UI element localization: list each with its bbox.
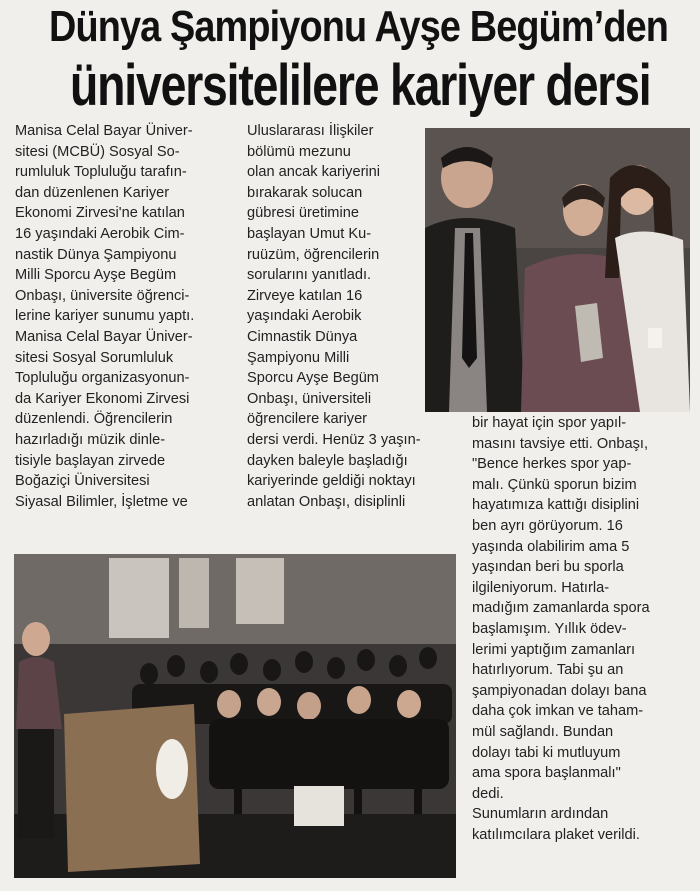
text-line: bir hayat için spor yapıl- — [472, 415, 627, 431]
text-line: ben ayrı görüyorum. 16 — [472, 517, 623, 534]
text-line: olan ancak kariyerini — [247, 164, 381, 181]
text-line: dersi verdi. Henüz 3 yaşın- — [247, 431, 421, 448]
text-line: Ekonomi Zirvesi'ne katılan — [15, 205, 185, 222]
text-line: yaşından beri bu sporla — [472, 559, 624, 576]
text-line: tisiyle başlayan zirvede — [15, 452, 166, 469]
text-line: dan düzenlenen Kariyer — [15, 184, 170, 201]
text-line: 16 yaşındaki Aerobik Cim- — [15, 225, 185, 242]
conference-photo-illustration — [14, 554, 456, 878]
text-line: Milli Sporcu Ayşe Begüm — [15, 267, 177, 284]
text-line: katılımcılara plaket verildi. — [472, 826, 640, 843]
white-box — [294, 786, 344, 826]
photo-conference-audience — [14, 554, 456, 878]
text-line: lerine kariyer sunumu yaptı. — [15, 308, 195, 325]
text-line: başlayan Umut Ku- — [247, 225, 372, 242]
article-column-2 — [247, 121, 421, 512]
headline-line-2: üniversitelilere kariyer dersi — [70, 53, 651, 118]
text-line: öğrencilere kariyer — [247, 411, 368, 428]
text-line: Sporcu Ayşe Begüm — [247, 370, 379, 387]
text-line: düzenlendi. Öğrencilerin — [15, 411, 173, 428]
text-line: hatırlıyorum. Tabi şu an — [472, 662, 624, 679]
banner-left — [109, 558, 169, 638]
text-line: hazırladığı müzik dinle- — [15, 431, 166, 448]
text-line: ruüzüm, öğrencilerin — [247, 246, 380, 263]
text-line: yaşındaki Aerobik — [247, 308, 362, 325]
text-line: ilgileniyorum. Hatırla- — [472, 579, 610, 596]
text-line: ama spora başlanmalı" — [472, 765, 621, 782]
text-line: daha çok imkan ve taham- — [472, 703, 644, 720]
text-line: Boğaziçi Üniversitesi — [15, 473, 150, 490]
text-line: mül sağlandı. Bundan — [472, 723, 614, 740]
headline-line-1: Dünya Şampiyonu Ayşe Begüm’den — [49, 2, 669, 51]
text-line: Manisa Celal Bayar Üniver- — [15, 123, 193, 139]
text-line: rumluluk Topluluğu tarafın- — [15, 164, 187, 181]
text-line: dedi. — [472, 785, 504, 802]
text-line: sitesi Sosyal Sorumluluk — [15, 349, 174, 366]
text-line: Onbaşı, üniversite öğrenci- — [15, 287, 190, 304]
lectern-logo — [156, 739, 188, 799]
text-line: başlamışım. Yıllık ödev- — [472, 620, 627, 637]
text-line: Zirveye katılan 16 — [247, 287, 363, 304]
text-line: şampiyonadan dolayı bana — [472, 682, 647, 699]
text-line: Sunumların ardından — [472, 806, 609, 823]
text-line: Şampiyonu Milli — [247, 349, 350, 366]
text-line: da Kariyer Ekonomi Zirvesi — [15, 390, 190, 407]
award-photo-illustration — [425, 128, 690, 412]
text-line: "Bence herkes spor yap- — [472, 456, 632, 473]
text-line: lerimi yaptığım zamanları — [472, 641, 636, 658]
banner-right — [236, 558, 284, 624]
text-line: madığım zamanlarda spora — [472, 600, 650, 617]
text-line: anlatan Onbaşı, disiplinli — [247, 493, 406, 510]
text-line: Onbaşı, üniversiteli — [247, 390, 372, 407]
text-line: Manisa Celal Bayar Üniver- — [15, 328, 193, 345]
text-line: dolayı tabi ki mutluyum — [472, 744, 621, 761]
article-column-1 — [15, 121, 230, 512]
text-line: yaşında olabilirim ama 5 — [472, 538, 630, 555]
text-line: nastik Dünya Şampiyonu — [15, 246, 177, 263]
text-line: Cimnastik Dünya — [247, 328, 358, 345]
text-line: masını tavsiye etti. Onbaşı, — [472, 435, 649, 452]
article-column-3 — [472, 413, 687, 845]
photo-award-presentation — [425, 128, 690, 412]
text-line: kariyerinde geldiği noktayı — [247, 473, 416, 490]
text-line: malı. Çünkü sporun bizim — [472, 476, 637, 493]
text-line: sorularını yanıtladı. — [247, 267, 372, 284]
text-line: bırakarak solucan — [247, 184, 363, 201]
text-line: bölümü mezunu — [247, 143, 351, 160]
text-line: Uluslararası İlişkiler — [247, 123, 374, 139]
text-line: Siyasal Bilimler, İşletme ve — [15, 493, 188, 510]
text-line: sitesi (MCBÜ) Sosyal So- — [15, 143, 180, 160]
text-line: hayatımıza kattığı disiplini — [472, 497, 640, 514]
speaker-head — [22, 622, 50, 656]
text-line: gübresi üretimine — [247, 205, 359, 222]
text-line: dayken baleyle başladığı — [247, 452, 408, 469]
text-line: Topluluğu organizasyonun- — [15, 370, 190, 387]
